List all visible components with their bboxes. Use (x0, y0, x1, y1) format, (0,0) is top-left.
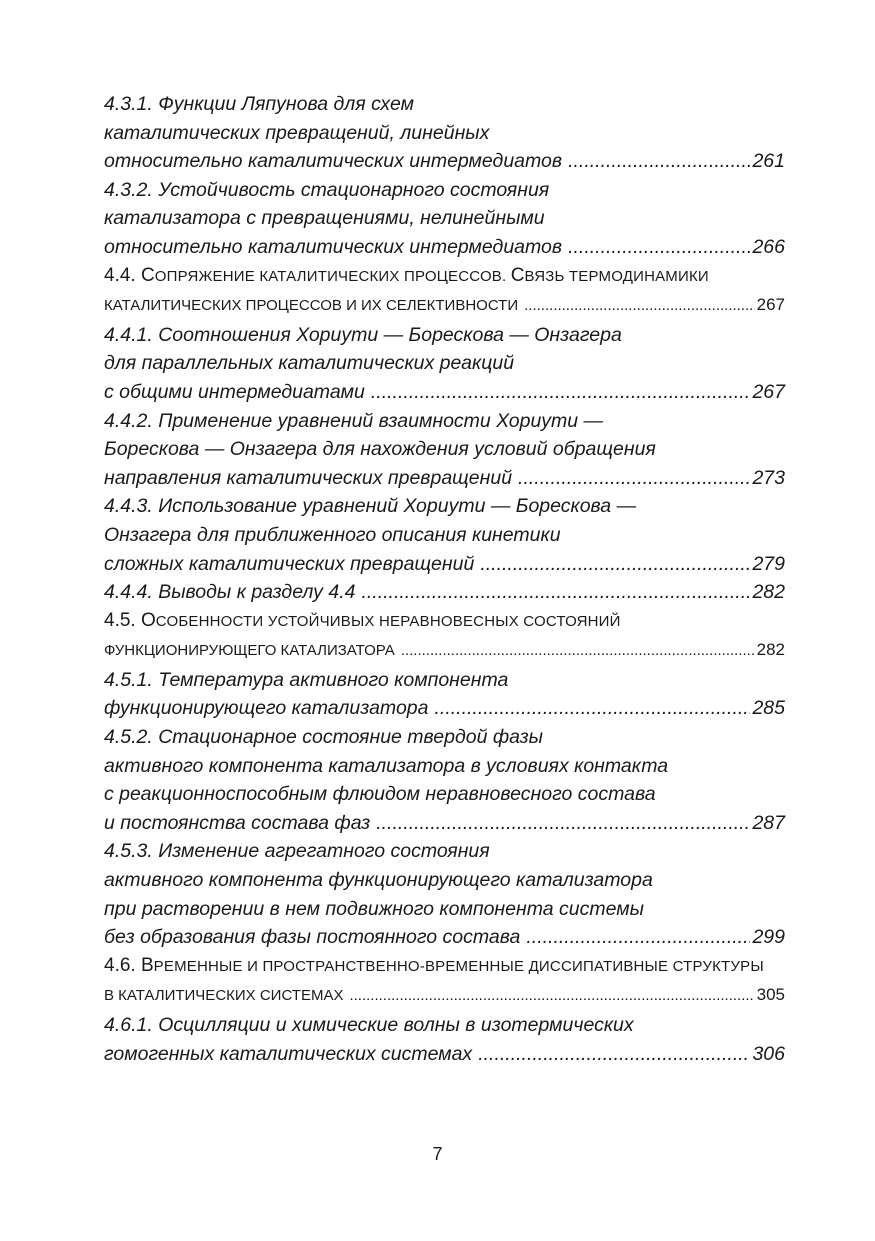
toc-page-number: 267 (752, 380, 785, 403)
toc-line: 4.4.2. Применение уравнений взаимности Хориути — (104, 409, 604, 432)
initial-letter: С (140, 264, 155, 286)
toc-line: относительно каталитических интермедиатов (104, 235, 563, 258)
toc-page-number: 299 (752, 926, 785, 949)
toc-line: с реакционноспособным флюидом неравновесного состава (104, 783, 656, 806)
toc-entry-4-4-1 (104, 321, 785, 407)
toc-line: функционирующего катализатора (104, 697, 429, 720)
section-number: 4.5. (104, 609, 141, 631)
dot-leader (568, 147, 750, 176)
toc-line: и постоянства состава фаз (104, 811, 371, 834)
initial-letter: В (140, 954, 154, 976)
toc-line: с общими интермедиатами (104, 380, 365, 403)
section-number: 4.4. (104, 264, 141, 286)
toc-page-number: 306 (752, 1042, 785, 1065)
toc-line (104, 262, 785, 292)
toc-page-number: 282 (752, 581, 785, 604)
toc-line: 4.3.2. Устойчивость стационарного состояния (104, 178, 550, 201)
toc-line: относительно каталитических интермедиатов (104, 150, 563, 173)
toc-line (104, 607, 785, 637)
toc-entry-4-3-2 (104, 176, 785, 262)
toc-line: активного компонента функционирующего катализатора (104, 869, 653, 892)
smallcaps-text: РЕМЕННЫЕ И ПРОСТРАНСТВЕННО-ВРЕМЕННЫЕ ДИССИПАТИВНЫЕ СТРУКТУРЫ (153, 957, 764, 975)
toc-line: катализатора с превращениями, нелинейными (104, 207, 545, 230)
toc-section-4-4 (104, 262, 785, 321)
dot-leader (524, 292, 755, 321)
initial-letter: О (140, 609, 156, 631)
toc-line: ФУНКЦИОНИРУЮЩЕГО КАТАЛИЗАТОРА (104, 642, 395, 660)
toc-entry-4-5-2 (104, 723, 785, 837)
toc-line: 4.5.3. Изменение агрегатного состояния (104, 840, 490, 863)
toc-section-4-5 (104, 607, 785, 666)
toc-line: активного компонента катализатора в условиях контакта (104, 754, 669, 777)
toc-line: 4.4.1. Соотношения Хориути — Борескова — Онзагера (104, 323, 622, 346)
toc-page-number: 273 (752, 466, 785, 489)
dot-leader (480, 550, 750, 579)
dot-leader (518, 464, 750, 493)
toc-line: 4.5.2. Стационарное состояние твердой фазы (104, 726, 543, 749)
toc-page-number: 261 (752, 150, 785, 173)
toc-entry-4-5-3 (104, 837, 785, 951)
toc-line: направления каталитических превращений (104, 466, 513, 489)
toc-entry-4-4-3 (104, 492, 785, 578)
section-number: 4.6. (104, 954, 141, 976)
page-number: 7 (432, 1144, 443, 1164)
smallcaps-text: СОБЕННОСТИ УСТОЙЧИВЫХ НЕРАВНОВЕСНЫХ СОСТОЯНИЙ (155, 612, 621, 630)
dot-leader (434, 694, 750, 723)
toc-line: без образования фазы постоянного состава (104, 926, 521, 949)
dot-leader (568, 233, 750, 262)
smallcaps-text: ОПРЯЖЕНИЕ КАТАЛИТИЧЕСКИХ ПРОЦЕССОВ. (154, 267, 511, 285)
toc-line: для параллельных каталитических реакций (104, 352, 515, 375)
toc-page-number: 285 (752, 697, 785, 720)
smallcaps-text: ВЯЗЬ ТЕРМОДИНАМИКИ (524, 267, 709, 285)
toc-entry-4-6-1 (104, 1011, 785, 1068)
toc-entry-4-4-4 (104, 578, 785, 607)
initial-letter: С (510, 264, 525, 286)
toc-line: гомогенных каталитических системах (104, 1042, 473, 1065)
toc-page-number: 305 (756, 985, 785, 1005)
dot-leader (526, 923, 750, 952)
toc-line: Борескова — Онзагера для нахождения условий обращения (104, 438, 656, 461)
dot-leader (376, 809, 750, 838)
toc-line: каталитических превращений, линейных (104, 121, 490, 144)
toc-entry-4-3-1 (104, 90, 785, 176)
toc-entry-4-4-2 (104, 407, 785, 493)
toc-line: 4.5.1. Температура активного компонента (104, 668, 509, 691)
toc-line (104, 952, 785, 982)
toc-page-number: 267 (756, 295, 785, 315)
toc-section-4-6 (104, 952, 785, 1011)
dot-leader (371, 378, 751, 407)
toc-line: Онзагера для приближенного описания кинетики (104, 523, 561, 546)
dot-leader (478, 1040, 750, 1069)
toc-line: 4.4.3. Использование уравнений Хориути — Борескова — (104, 495, 637, 518)
toc-page-number: 266 (752, 235, 785, 258)
toc-line: 4.3.1. Функции Ляпунова для схем (104, 93, 414, 115)
table-of-contents (104, 90, 785, 1068)
toc-line: 4.6.1. Осцилляции и химические волны в изотермических (104, 1014, 634, 1036)
toc-line: В КАТАЛИТИЧЕСКИХ СИСТЕМАХ (104, 987, 344, 1005)
toc-line: КАТАЛИТИЧЕСКИХ ПРОЦЕССОВ И ИХ СЕЛЕКТИВНОСТИ (104, 297, 519, 315)
dot-leader (361, 578, 750, 607)
toc-page-number: 279 (752, 552, 785, 575)
dot-leader (401, 637, 755, 666)
toc-page-number: 282 (756, 640, 785, 660)
toc-line: при растворении в нем подвижного компонента системы (104, 897, 644, 920)
toc-page-number: 287 (752, 811, 785, 834)
toc-entry-4-5-1 (104, 666, 785, 723)
toc-line: 4.4.4. Выводы к разделу 4.4 (104, 581, 356, 604)
dot-leader (349, 982, 754, 1011)
toc-line: сложных каталитических превращений (104, 552, 475, 575)
